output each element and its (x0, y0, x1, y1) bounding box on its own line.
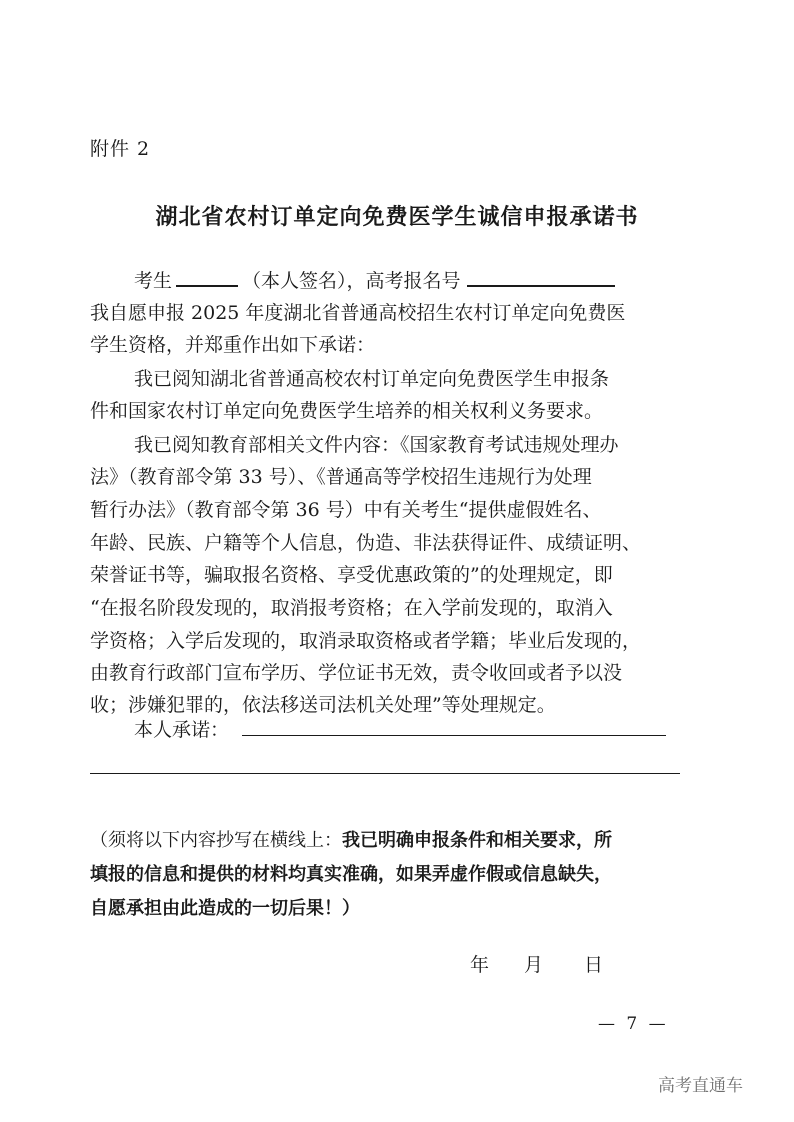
page-number: — 7 — (598, 1014, 669, 1034)
paragraph2-line-5: 荣誉证书等，骗取报名资格、享受优惠政策的”的处理规定，即 (90, 564, 613, 586)
registration-number-blank[interactable] (467, 269, 615, 287)
paragraph2-line-6: “在报名阶段发现的，取消报考资格；在入学前发现的，取消入 (90, 597, 613, 619)
paragraph2-line-1: 我已阅知教育部相关文件内容：《国家教育考试违规处理办 (134, 434, 619, 456)
promise-label: 本人承诺： (134, 719, 230, 741)
intro-line-3: 学生资格，并郑重作出如下承诺： (90, 334, 376, 356)
paragraph2-line-8: 由教育行政部门宣布学历、学位证书无效，责令收回或者予以没 (90, 662, 623, 684)
paragraph2-line-2: 法》（教育部令第 33 号）、《普通高等学校招生违规行为处理 (90, 466, 592, 488)
date-year-label: 年 (470, 954, 490, 976)
note-statement-start: 我已明确申报条件和相关要求，所 (342, 830, 612, 851)
document-title: 湖北省农村订单定向免费医学生诚信申报承诺书 (155, 204, 639, 230)
attachment-label: 附件 2 (90, 138, 151, 160)
sign-note: （本人签名），高考报名号 (242, 270, 461, 292)
date-month-label: 月 (524, 954, 544, 976)
paragraph1-line-1: 我已阅知湖北省普通高校农村订单定向免费医学生申报条 (134, 368, 610, 390)
note-line-3: 自愿承担由此造成的一切后果！） (90, 898, 360, 919)
paragraph2-line-4: 年龄、民族、户籍等个人信息，伪造、非法获得证件、成绩证明、 (90, 532, 642, 554)
watermark-text: 高考直通车 (658, 1076, 743, 1096)
signature-blank[interactable] (176, 269, 238, 287)
name-label: 考生 (134, 270, 173, 292)
note-line-1 (90, 830, 700, 852)
date-day-label: 日 (584, 954, 604, 976)
paragraph2-line-3: 暂行办法》（教育部令第 36 号）中有关考生“提供虚假姓名、 (90, 499, 602, 521)
note-prefix: （须将以下内容抄写在横线上： (90, 830, 342, 851)
paragraph2-line-9: 收；涉嫌犯罪的，依法移送司法机关处理”等处理规定。 (90, 694, 556, 716)
promise-writing-line-1[interactable] (242, 734, 666, 736)
intro-line-2: 我自愿申报 2025 年度湖北省普通高校招生农村订单定向免费医 (90, 302, 626, 324)
intro-line-1 (134, 269, 734, 292)
promise-writing-line-2[interactable] (90, 772, 680, 774)
paragraph1-line-2: 件和国家农村订单定向免费医学生培养的相关权利义务要求。 (90, 400, 604, 422)
note-line-2: 填报的信息和提供的材料均真实准确，如果弄虚作假或信息缺失， (90, 864, 612, 885)
paragraph2-line-7: 学资格；入学后发现的，取消录取资格或者学籍；毕业后发现的， (90, 630, 642, 652)
